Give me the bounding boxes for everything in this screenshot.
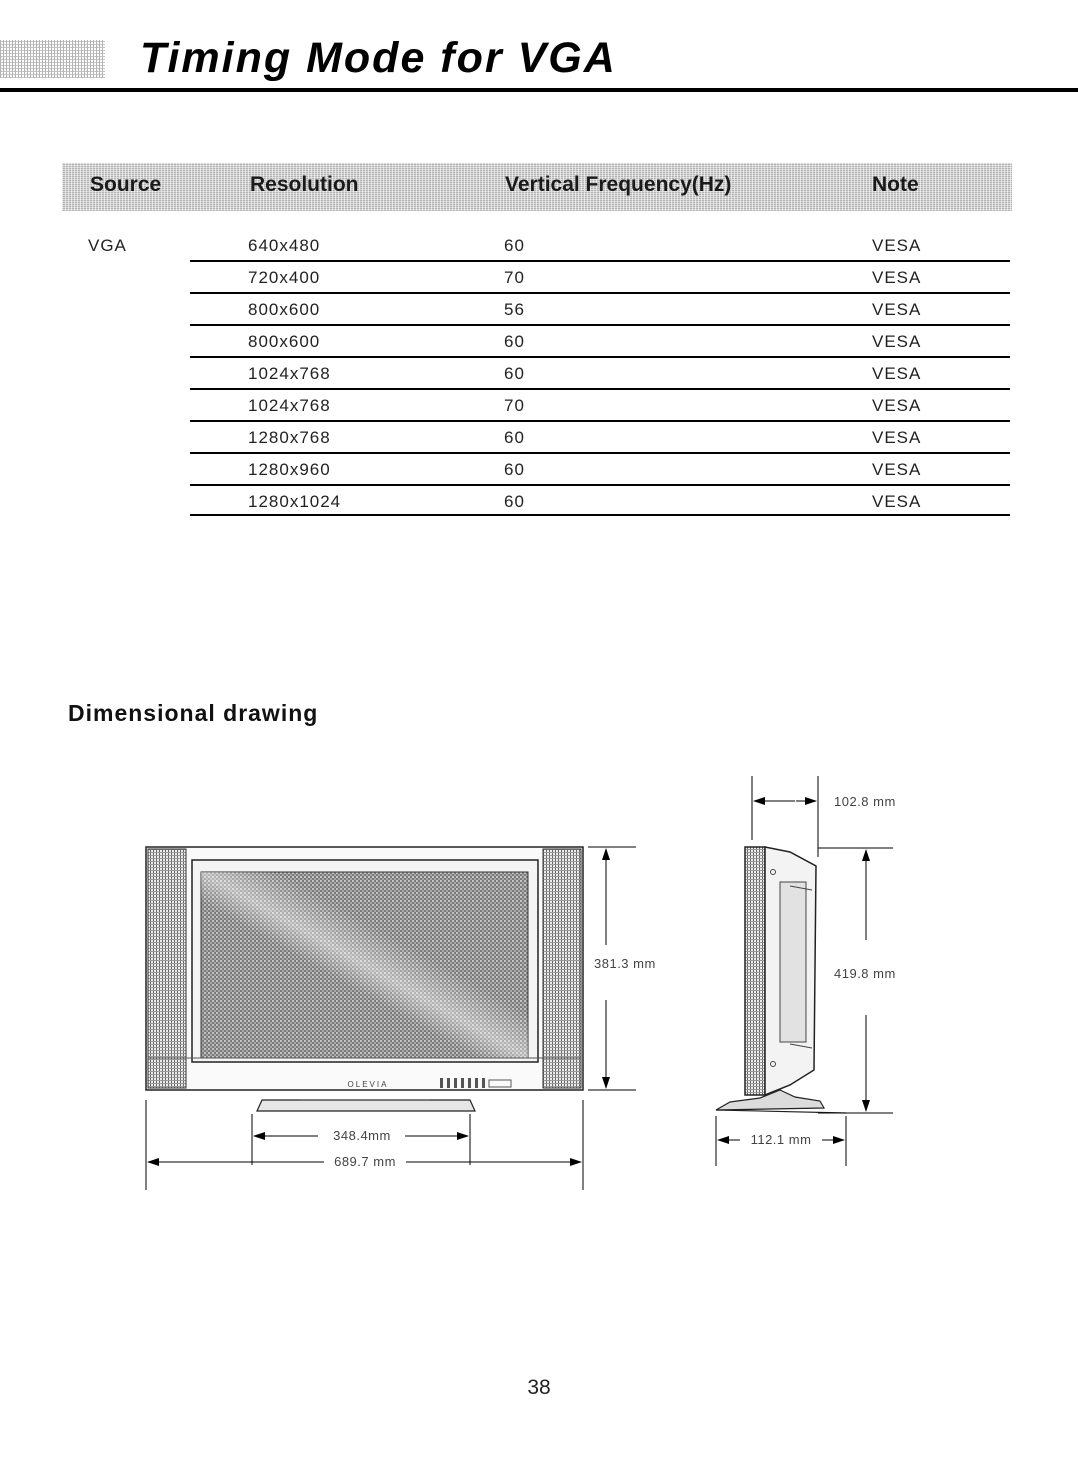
base-depth-label: 112.1 mm — [750, 1132, 812, 1147]
note-cell: VESA — [872, 332, 922, 351]
resolution-cell: 800x600 — [248, 332, 321, 351]
note-cell: VESA — [872, 364, 922, 383]
resolution-cell: 1280x960 — [248, 460, 331, 479]
stand-width-label: 348.4mm — [333, 1128, 391, 1143]
frequency-cell: 60 — [504, 492, 525, 511]
header-vertical-frequency: Vertical Frequency(Hz) — [505, 173, 732, 196]
table-header — [62, 163, 1012, 211]
frequency-cell: 56 — [504, 300, 525, 319]
tv-brand-logo: OLEVIA — [347, 1080, 389, 1089]
row-divider — [190, 324, 1010, 326]
left-speaker-grille — [148, 849, 186, 1088]
resolution-cell: 640x480 — [248, 236, 321, 255]
title-rule — [0, 88, 1078, 92]
tv-stand-base — [257, 1100, 475, 1111]
note-cell: VESA — [872, 300, 922, 319]
header-source: Source — [90, 173, 162, 196]
note-cell: VESA — [872, 492, 922, 511]
height-dimension-label: 381.3 mm — [594, 956, 656, 971]
total-width-label: 689.7 mm — [334, 1154, 396, 1169]
row-divider — [190, 388, 1010, 390]
frequency-cell: 60 — [504, 332, 525, 351]
note-cell: VESA — [872, 236, 922, 255]
row-divider — [190, 292, 1010, 294]
note-cell: VESA — [872, 460, 922, 479]
row-divider — [190, 514, 1010, 516]
depth-dimension-label: 102.8 mm — [834, 794, 896, 809]
header-resolution: Resolution — [250, 173, 359, 196]
resolution-cell: 800x600 — [248, 300, 321, 319]
tv-side-view — [716, 847, 846, 1113]
frequency-cell: 60 — [504, 236, 525, 255]
source-cell: VGA — [88, 236, 127, 255]
note-cell: VESA — [872, 268, 922, 287]
frequency-cell: 60 — [504, 428, 525, 447]
note-cell: VESA — [872, 428, 922, 447]
row-divider — [190, 452, 1010, 454]
tv-front-view — [146, 847, 583, 1111]
frequency-cell: 70 — [504, 396, 525, 415]
page-title: Timing Mode for VGA — [140, 34, 617, 82]
title-decoration — [0, 40, 105, 78]
header-note: Note — [872, 173, 919, 196]
resolution-cell: 1024x768 — [248, 396, 331, 415]
resolution-cell: 720x400 — [248, 268, 321, 287]
resolution-cell: 1280x1024 — [248, 492, 342, 511]
resolution-cell: 1024x768 — [248, 364, 331, 383]
row-divider — [190, 260, 1010, 262]
page-number: 38 — [527, 1376, 551, 1399]
row-divider — [190, 420, 1010, 422]
frequency-cell: 70 — [504, 268, 525, 287]
frequency-cell: 60 — [504, 364, 525, 383]
dimensional-drawing — [0, 760, 1078, 1200]
row-divider — [190, 356, 1010, 358]
resolution-cell: 1280x768 — [248, 428, 331, 447]
frequency-cell: 60 — [504, 460, 525, 479]
right-speaker-grille — [543, 849, 581, 1088]
section-heading: Dimensional drawing — [68, 700, 319, 726]
note-cell: VESA — [872, 396, 922, 415]
row-divider — [190, 484, 1010, 486]
side-height-label: 419.8 mm — [834, 966, 896, 981]
